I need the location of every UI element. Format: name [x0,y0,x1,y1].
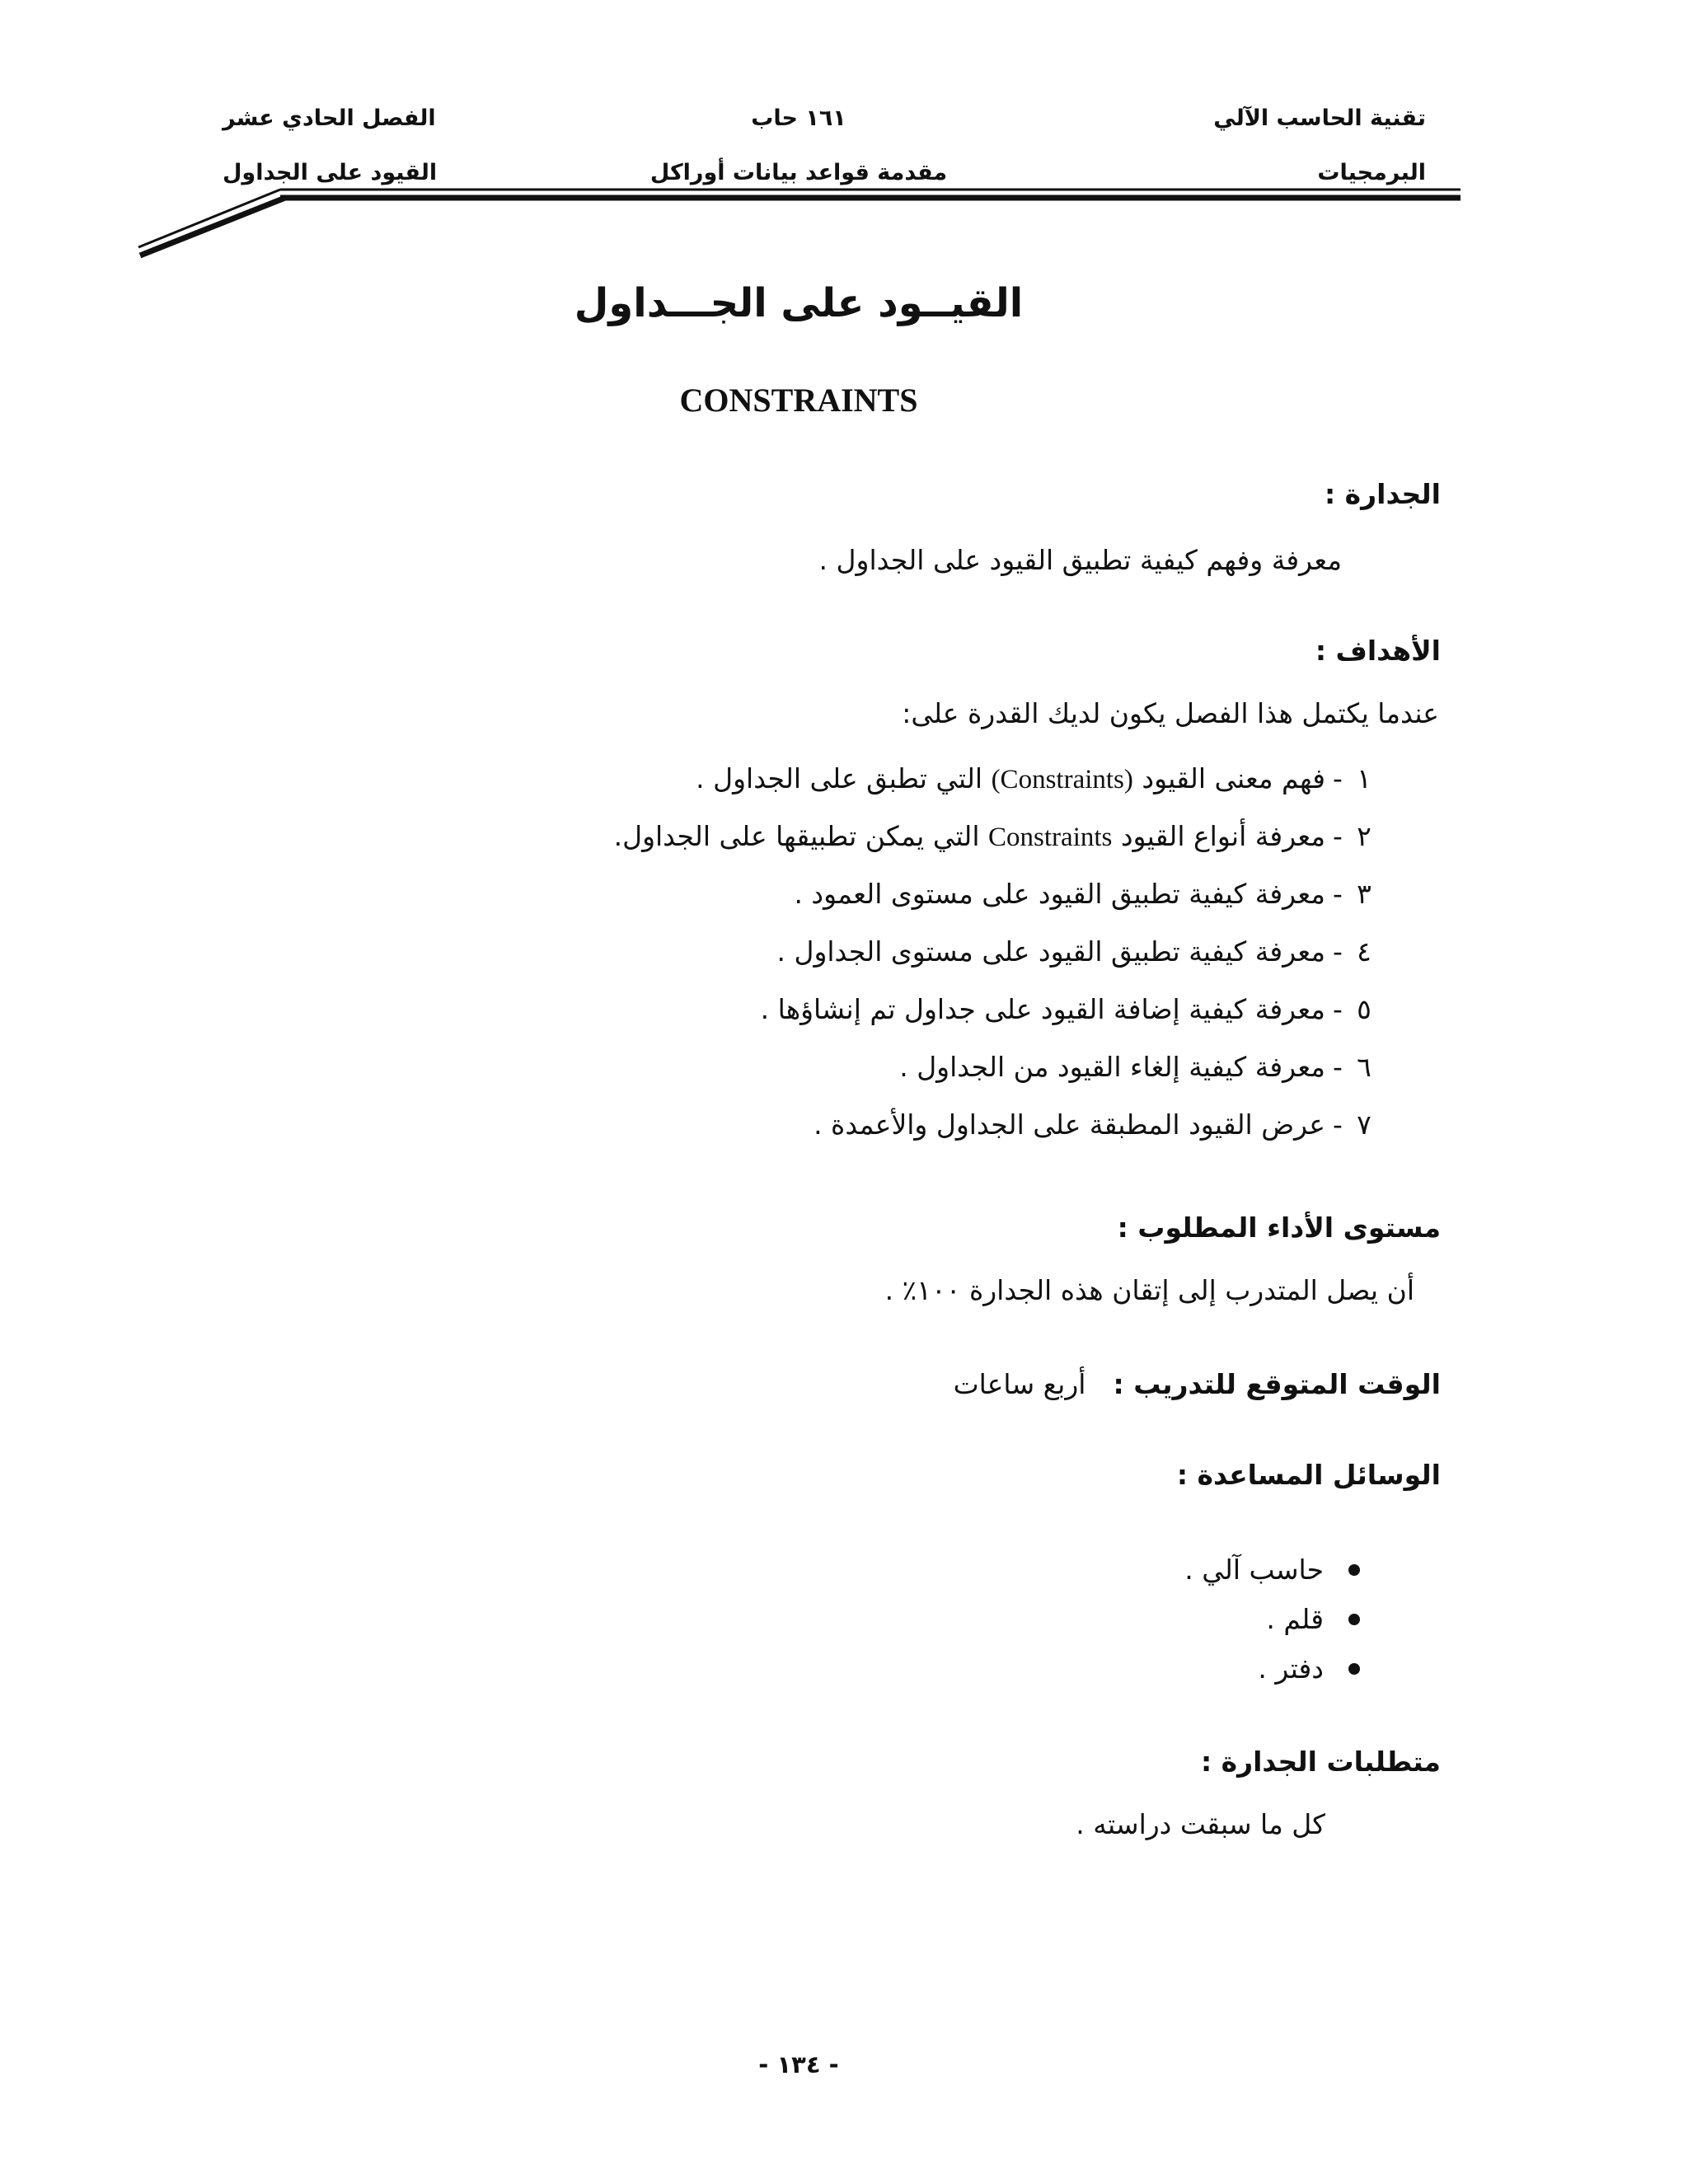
objectives-list [614,758,1378,1162]
objective-number: ١ [1357,762,1372,794]
header-specialty: البرمجيات [1317,160,1426,185]
bullet-icon [1348,1663,1360,1675]
objective-item: ٤ - معرفة كيفية تطبيق القيود على مستوى الجداول . [614,931,1378,989]
objective-text: فهم معنى القيود (Constraints) التي تطبق على الجداول . [696,762,1325,794]
training-time-label: الوقت المتوقع للتدريب : [1113,1368,1441,1400]
competency-heading: الجدارة : [1324,478,1441,510]
training-time [954,1368,1441,1400]
aid-item [1184,1599,1360,1648]
header-rule [0,0,1688,272]
objective-text: معرفة أنواع القيود Constraints التي يمكن تطبيقها على الجداول. [613,820,1325,852]
performance-heading: مستوى الأداء المطلوب : [1117,1212,1441,1244]
objective-number: ٧ [1357,1108,1372,1141]
page-title: القيــود على الجـــداول [574,280,1024,326]
objective-item: ١ - فهم معنى القيود (Constraints) التي تطبق على الجداول . [614,758,1378,816]
aid-item [1184,1648,1360,1698]
performance-text: أن يصل المتدرب إلى إتقان هذه الجدارة ١٠٠٪ . [884,1274,1414,1306]
aid-item [1184,1549,1360,1599]
objective-number: ٤ [1357,935,1372,968]
objective-number: ٢ [1357,820,1372,852]
bullet-icon [1348,1614,1360,1625]
objectives-intro: عندما يكتمل هذا الفصل يكون لديك القدرة على: [902,697,1439,729]
objective-text: معرفة كيفية تطبيق القيود على مستوى الجداول . [776,935,1325,968]
header-chapter-title: القيود على الجداول [223,160,438,185]
header-course-code: ١٦١ حاب [751,105,846,131]
aid-text: دفتر . [1258,1652,1324,1685]
objective-text: معرفة كيفية إلغاء القيود من الجداول . [899,1051,1325,1083]
aids-heading: الوسائل المساعدة : [1176,1459,1441,1491]
objective-text: معرفة كيفية إضافة القيود على جداول تم إنشاؤها . [760,993,1325,1025]
objective-item: ٦ - معرفة كيفية إلغاء القيود من الجداول . [614,1047,1378,1104]
requirements-heading: متطلبات الجدارة : [1200,1746,1441,1778]
header-course-name: مقدمة قواعد بيانات أوراكل [649,160,948,185]
objective-item: ٢ - معرفة أنواع القيود Constraints التي يمكن تطبيقها على الجداول. [614,816,1378,874]
page-subtitle: CONSTRAINTS [679,382,918,419]
header-dept: تقنية الحاسب الآلي [1213,105,1426,131]
objective-number: ٦ [1357,1051,1372,1083]
objective-item: ٥ - معرفة كيفية إضافة القيود على جداول تم إنشاؤها . [614,989,1378,1047]
objective-number: ٣ [1357,878,1372,910]
bullet-icon [1348,1564,1360,1576]
objective-text: معرفة كيفية تطبيق القيود على مستوى العمود . [794,878,1325,910]
objective-text: عرض القيود المطبقة على الجداول والأعمدة . [814,1108,1325,1141]
requirements-text: كل ما سبقت دراسته . [1076,1808,1325,1840]
objective-item: ٧ - عرض القيود المطبقة على الجداول والأعمدة . [614,1104,1378,1162]
objective-number: ٥ [1357,993,1372,1025]
header-chapter: الفصل الحادي عشر [223,105,436,131]
aid-text: قلم . [1266,1603,1324,1635]
objective-item: ٣ - معرفة كيفية تطبيق القيود على مستوى العمود . [614,874,1378,931]
training-time-value: أربع ساعات [953,1368,1086,1400]
competency-text: معرفة وفهم كيفية تطبيق القيود على الجداول . [818,544,1342,576]
aids-list [1184,1549,1360,1698]
page-number: - ١٣٤ - [758,2050,839,2079]
objectives-heading: الأهداف : [1315,635,1441,667]
aid-text: حاسب آلي . [1184,1554,1324,1586]
